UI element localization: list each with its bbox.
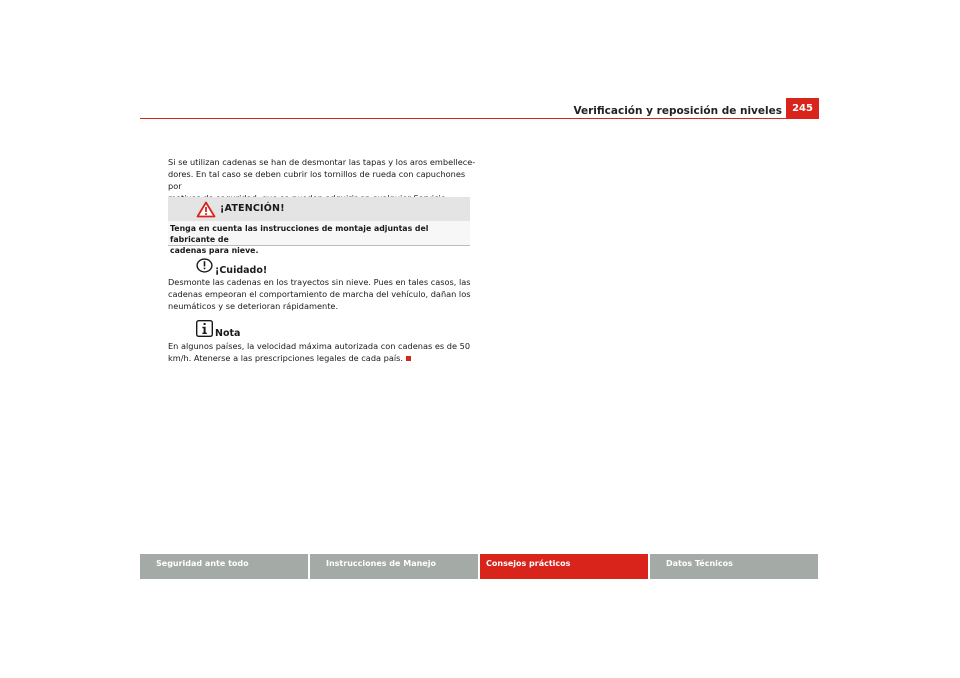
text-line: Desmonte las cadenas en los trayectos sin nieve. Pues en tales casos, las <box>168 277 471 287</box>
text-line: En algunos países, la velocidad máxima autorizada con cadenas es de 50 <box>168 341 471 351</box>
attention-text <box>170 223 466 256</box>
text-line <box>168 352 478 364</box>
attention-body <box>168 221 470 255</box>
attention-title: ¡ATENCIÓN! <box>220 203 285 214</box>
exclamation-circle-icon <box>196 258 213 273</box>
text-line: cadenas para nieve. <box>170 246 259 255</box>
text-line: Si se utilizan cadenas se han de desmontar las tapas y los aros embellece- <box>168 157 476 167</box>
text-line: Tenga en cuenta las instrucciones de montaje adjuntas del fabricante de <box>170 224 429 244</box>
attention-box <box>168 197 470 255</box>
page-header-title: Verificación y reposición de niveles <box>573 105 782 117</box>
text-line-content: km/h. Atenerse a las prescripciones legales de cada país. <box>168 353 403 363</box>
footer-tab-instrucciones[interactable]: Instrucciones de Manejo <box>310 554 478 579</box>
info-i-icon <box>196 320 213 337</box>
attention-header <box>168 197 470 221</box>
footer-tab-datos[interactable]: Datos Técnicos <box>650 554 818 579</box>
notice-paragraph <box>168 276 478 312</box>
notice-title: ¡Cuidado! <box>215 265 268 276</box>
warning-triangle-icon <box>196 201 216 218</box>
header-divider <box>140 118 819 119</box>
page-number: 245 <box>786 98 819 118</box>
note-paragraph <box>168 340 478 364</box>
note-title: Nota <box>215 328 241 339</box>
text-line: neumáticos y se deterioran rápidamente. <box>168 301 339 311</box>
end-of-section-square-icon <box>406 356 411 361</box>
text-line: dores. En tal caso se deben cubrir los tornillos de rueda con capuchones por <box>168 169 466 191</box>
text-line: cadenas empeoran el comportamiento de marcha del vehículo, dañan los <box>168 289 471 299</box>
footer-tab-consejos[interactable]: Consejos prácticos <box>480 554 648 579</box>
footer-tab-seguridad[interactable]: Seguridad ante todo <box>140 554 308 579</box>
